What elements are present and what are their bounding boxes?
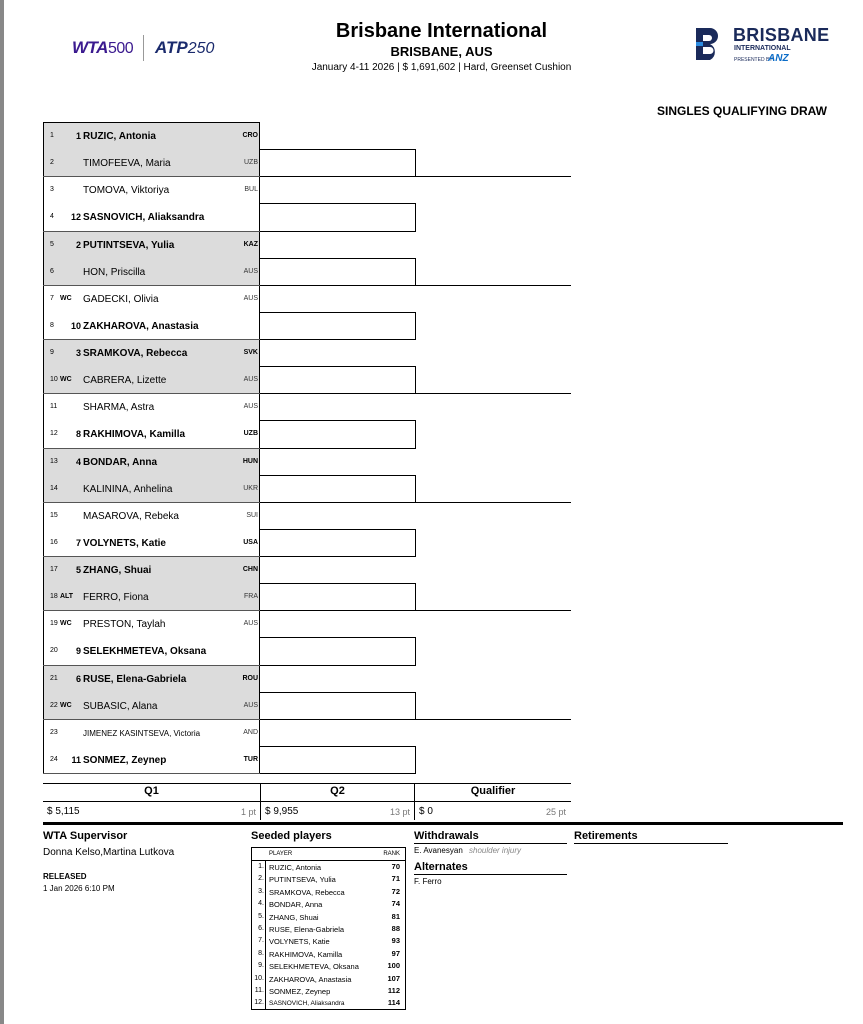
draw-position: 10 [50, 376, 58, 384]
player-nationality: HUN [242, 457, 258, 465]
round-label-qualifier: Qualifier [470, 785, 516, 797]
player-name: BONDAR, Anna [83, 456, 158, 468]
points-q1: 1 pt [240, 807, 256, 817]
bracket-line [415, 583, 416, 611]
atp-logo-text: ATP [155, 38, 188, 57]
seeded-player-rank: 81 [391, 911, 400, 921]
seeded-player-rank: 97 [391, 948, 400, 958]
bracket-line [415, 393, 571, 394]
player-nationality: UKR [243, 484, 258, 492]
seeded-row [252, 997, 405, 1009]
seeded-row [252, 973, 405, 985]
seed-number: 6 [75, 673, 81, 684]
entry-type: WC [60, 294, 72, 302]
seeded-row [252, 911, 405, 923]
draw-position: 19 [50, 620, 58, 628]
player-name: SHARMA, Astra [83, 402, 155, 414]
seeded-player-name: ZAKHAROVA, Anastasia [269, 974, 352, 984]
released-label: RELEASED [43, 872, 87, 881]
bracket-line [260, 149, 415, 150]
alternate-player: F. Ferro [414, 877, 442, 886]
bracket-line [260, 339, 415, 340]
seeded-player-rank: 72 [391, 886, 400, 896]
draw-position: 9 [50, 349, 54, 356]
player-nationality: SUI [246, 511, 258, 519]
seeded-table [251, 847, 406, 1010]
draw-position: 13 [50, 457, 58, 465]
player-nationality: AUS [243, 403, 258, 411]
bracket-line [260, 258, 415, 259]
player-name: SRAMKOVA, Rebecca [83, 348, 188, 359]
bracket-line [260, 529, 415, 530]
player-nationality: AUS [243, 620, 258, 628]
brisbane-logo-icon [693, 25, 723, 63]
player-nationality: CRO [242, 132, 258, 139]
bracket-line [260, 475, 415, 476]
supervisor-title: WTA Supervisor [43, 830, 128, 842]
rounds-top-line [43, 783, 571, 784]
bracket-line [415, 719, 571, 720]
seeded-player-name: RAKHIMOVA, Kamilla [269, 949, 343, 959]
seeded-row [252, 960, 405, 972]
entry-type: WC [60, 376, 72, 384]
seeded-player-name: VOLYNETS, Katie [269, 937, 330, 947]
draw-entries [43, 122, 260, 773]
bracket-line [415, 637, 416, 665]
seed-number: 4 [75, 456, 81, 467]
bracket-line [260, 366, 415, 367]
draw-position: 11 [50, 403, 58, 411]
player-nationality: AND [243, 728, 258, 736]
player-name: RUZIC, Antonia [83, 131, 156, 142]
bracket-line [415, 420, 416, 448]
page-left-border [0, 0, 4, 1024]
seed-number: 1 [75, 131, 81, 141]
draw-position: 6 [50, 267, 54, 275]
player-nationality: FRA [244, 593, 258, 601]
player-name: SUBASIC, Alana [83, 700, 158, 712]
draw-position: 24 [50, 755, 58, 763]
seed-number: 10 [71, 320, 82, 331]
player-name: SASNOVICH, Aliaksandra [83, 212, 205, 224]
bracket-line [415, 475, 416, 503]
sponsor-presented-by: PRESENTED BY [734, 57, 773, 63]
seed-index: 9. [258, 962, 264, 970]
released-time: 1 Jan 2026 6:10 PM [43, 884, 115, 893]
seed-number: 9 [75, 646, 81, 657]
player-nationality: BUL [244, 186, 258, 194]
round-divider [414, 783, 415, 820]
draw-position: 1 [50, 132, 54, 139]
seed-number: 7 [75, 537, 81, 548]
bracket-line [260, 176, 415, 177]
player-name: FERRO, Fiona [83, 592, 149, 604]
entry-type: ALT [60, 593, 74, 601]
seed-number: 2 [75, 239, 81, 250]
player-name: HON, Priscilla [83, 266, 146, 278]
wta-level: 500 [107, 40, 134, 57]
seed-index: 11. [254, 987, 264, 994]
prize-q1: $ 5,115 [47, 806, 80, 817]
supervisor-names: Donna Kelso,Martina Lutkova [43, 847, 175, 858]
bracket-line [260, 610, 415, 611]
bracket-line [260, 393, 415, 394]
player-nationality: CHN [242, 566, 258, 573]
seed-index: 8. [258, 949, 264, 957]
sponsor-brisbane-word: BRISBANE [733, 25, 830, 45]
player-nationality: KAZ [243, 240, 258, 248]
draw-position: 4 [50, 213, 54, 221]
atp-level: 250 [187, 40, 215, 57]
bracket-line [260, 231, 415, 232]
bracket-line [415, 502, 571, 503]
alternates-title: Alternates [414, 861, 468, 873]
player-name: PUTINTSEVA, Yulia [83, 239, 175, 251]
player-name: SONMEZ, Zeynep [83, 754, 167, 766]
draw-position: 22 [50, 701, 58, 709]
tournament-info: January 4-11 2026 | $ 1,691,602 | Hard, Greenset Cushion [311, 62, 572, 73]
seeded-player-rank: 100 [387, 961, 400, 971]
draw-position: 5 [50, 240, 54, 248]
seed-index: 4. [258, 900, 264, 908]
anz-logo: ANZ [768, 53, 789, 64]
bracket-line [260, 692, 415, 693]
bracket-line [415, 258, 416, 286]
prize-q2: $ 9,955 [265, 806, 299, 817]
seeded-player-name: ZHANG, Shuai [269, 912, 319, 922]
bracket-line [415, 312, 416, 340]
withdrawal-player: E. Avanesyan [414, 846, 463, 855]
sponsor-international: INTERNATIONAL [734, 45, 791, 52]
seeded-col-player: PLAYER [269, 851, 293, 857]
seeded-player-rank: 114 [387, 998, 400, 1008]
draw-position: 7 [50, 294, 54, 302]
draw-position: 12 [50, 430, 58, 438]
player-nationality: USA [243, 538, 258, 546]
bracket-line [415, 692, 416, 720]
tournament-location: BRISBANE, AUS [390, 44, 493, 59]
seed-index: 7. [258, 937, 264, 945]
seed-index: 2. [258, 875, 264, 883]
wta-logo-text: WTA [72, 38, 108, 57]
seeded-row [252, 948, 405, 960]
seeded-title: Seeded players [251, 830, 332, 842]
player-nationality: TUR [243, 755, 258, 763]
seeded-row [252, 898, 405, 910]
seeded-player-rank: 93 [391, 936, 400, 946]
bracket-line [415, 746, 416, 774]
player-name: ZAKHAROVA, Anastasia [83, 320, 199, 332]
seeded-player-name: SELEKHMETEVA, Oksana [269, 962, 359, 972]
bracket-line [260, 502, 415, 503]
bracket-line [260, 773, 415, 774]
draw-position: 23 [50, 728, 58, 736]
draw-position: 3 [50, 186, 54, 194]
bracket-line [415, 610, 571, 611]
points-qualifier: 25 pt [545, 807, 566, 817]
seeded-player-rank: 71 [391, 874, 400, 884]
seeded-player-rank: 88 [391, 924, 400, 933]
seed-number: 12 [71, 212, 82, 223]
seeded-player-name: SASNOVICH, Aliaksandra [269, 1000, 345, 1008]
player-nationality: UZB [244, 159, 258, 167]
player-nationality: ROU [242, 674, 258, 682]
draw-position: 14 [50, 484, 58, 492]
bracket-line [260, 203, 415, 204]
seeded-player-name: BONDAR, Anna [269, 900, 323, 910]
withdrawal-entry [414, 846, 521, 855]
player-nationality: AUS [243, 376, 258, 384]
draw-position: 17 [50, 566, 58, 573]
seed-index: 1. [258, 863, 264, 870]
player-name: TOMOVA, Viktoriya [83, 185, 170, 197]
bracket-line [415, 285, 571, 286]
seeded-player-name: SONMEZ, Zeynep [269, 987, 331, 996]
bracket-line [260, 556, 415, 557]
seeded-col-rank: RANK [383, 851, 400, 857]
seeded-row [252, 861, 405, 873]
bracket-line [260, 665, 415, 666]
seeded-player-name: RUZIC, Antonia [269, 863, 322, 872]
player-name: ZHANG, Shuai [83, 565, 152, 576]
draw-position: 16 [50, 538, 58, 546]
section-divider [43, 822, 843, 825]
seeded-player-rank: 112 [387, 986, 400, 995]
round-label-q1: Q1 [144, 785, 159, 797]
points-q2: 13 pt [389, 807, 410, 817]
entry-type: WC [60, 620, 72, 628]
player-name: RAKHIMOVA, Kamilla [83, 429, 186, 441]
seed-index: 3. [258, 887, 264, 895]
bracket-line [415, 203, 416, 231]
prize-qualifier: $ 0 [419, 806, 433, 817]
bracket-line [260, 583, 415, 584]
seed-number: 11 [71, 754, 81, 765]
draw-position: 8 [50, 321, 54, 329]
player-nationality: AUS [243, 294, 258, 302]
entry-type: WC [60, 701, 72, 709]
seeded-row [252, 886, 405, 898]
bracket-line [260, 637, 415, 638]
seeded-row [252, 873, 405, 885]
seed-number: 5 [75, 565, 81, 575]
player-name: MASAROVA, Rebeka [83, 510, 179, 522]
player-name: SELEKHMETEVA, Oksana [83, 646, 207, 658]
tournament-title: Brisbane International [335, 20, 548, 42]
player-name: KALININA, Anhelina [83, 483, 173, 495]
seeded-row [252, 923, 405, 935]
player-name: PRESTON, Taylah [83, 619, 166, 631]
seed-number: 8 [75, 429, 81, 440]
seed-index: 6. [258, 925, 264, 932]
seeded-player-name: RUSE, Elena-Gabriela [269, 925, 345, 934]
draw-position: 21 [50, 674, 58, 682]
bracket-line [415, 176, 571, 177]
seeded-row [252, 935, 405, 947]
draw-position: 18 [50, 593, 58, 601]
seeded-player-rank: 70 [391, 862, 400, 871]
round-label-q2: Q2 [330, 785, 345, 797]
bracket-line [260, 285, 415, 286]
player-name: JIMENEZ KASINTSEVA, Victoria [83, 728, 201, 738]
seeded-player-rank: 107 [387, 973, 400, 983]
bracket-line [260, 448, 415, 449]
player-name: RUSE, Elena-Gabriela [83, 673, 187, 685]
seeded-row [252, 985, 405, 997]
rounds-mid-line [43, 801, 571, 802]
round-divider [260, 783, 261, 820]
bracket-line [260, 312, 415, 313]
draw-position: 2 [50, 159, 54, 167]
bracket-line [260, 420, 415, 421]
bracket-line [415, 149, 416, 177]
player-nationality: AUS [243, 701, 258, 709]
draw-position: 15 [50, 511, 58, 519]
bracket-line [415, 366, 416, 394]
seed-index: 10. [254, 974, 264, 982]
withdrawal-reason: shoulder injury [469, 846, 522, 855]
seed-index: 12. [254, 999, 264, 1007]
player-name: TIMOFEEVA, Maria [83, 158, 171, 170]
player-name: GADECKI, Olivia [83, 293, 159, 305]
seed-index: 5. [258, 912, 264, 920]
seeded-player-name: PUTINTSEVA, Yulia [269, 875, 336, 885]
seeded-player-rank: 74 [391, 899, 400, 909]
draw-position: 20 [50, 647, 58, 655]
player-nationality: UZB [243, 430, 258, 438]
withdrawals-title: Withdrawals [414, 830, 479, 842]
bracket-line [260, 719, 415, 720]
bracket-line [415, 529, 416, 557]
retirements-title: Retirements [574, 830, 638, 842]
seeded-player-name: SRAMKOVA, Rebecca [269, 887, 345, 897]
player-nationality: SVK [243, 349, 258, 356]
player-name: VOLYNETS, Katie [83, 537, 166, 549]
bracket-line [260, 746, 415, 747]
player-nationality: AUS [243, 267, 258, 275]
draw-title: SINGLES QUALIFYING DRAW [656, 104, 827, 118]
seed-number: 3 [75, 348, 81, 358]
player-name: CABRERA, Lizette [83, 375, 167, 387]
